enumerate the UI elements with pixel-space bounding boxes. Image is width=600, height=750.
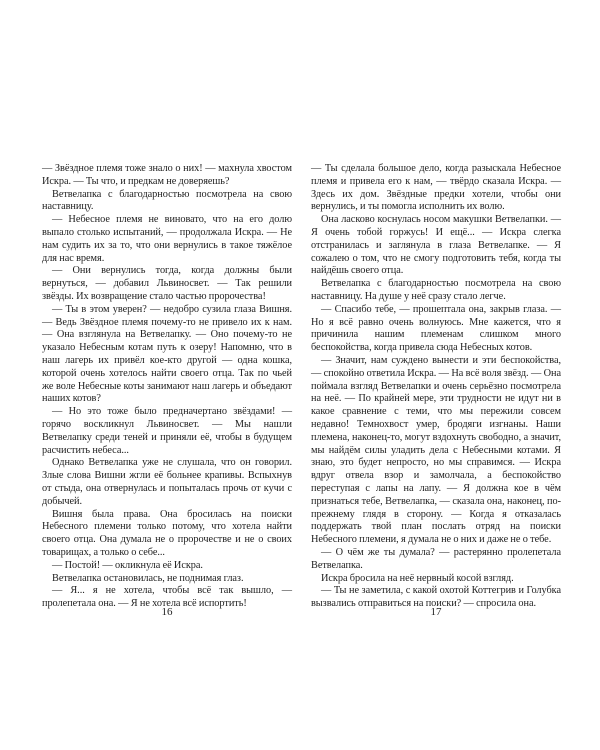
paragraph: Искра бросила на неё нервный косой взгляд. [321, 572, 514, 584]
paragraph: — Значит, нам суждено вынести и эти беспокойства, — спокойно ответила Искра. — На всё воля звёзд. — Она поймала взгляд Ветвелапки и очень серьёзно посмотрела на неё. — По крайней мере, эти трудности не идут ни в какое сравнение с теми, что мы пережили совсем недавно! Темнохвост умер, бродяги изгнаны. Наши племена, наконец-то, могут вздохнуть свободно, а значит, мы найдём силы уладить дела с Небесными котами. Я знаю, это будет непросто, но мы справимся. — Искра вдруг отвела взор и замолчала, а беспокойство переступая с лапы на лапу. — Я должна кое в чём признаться тебе, Ветвелапка, — сказала она, наконец, по-прежнему глядя в сторону. — Когда я отказалась поддержать твой план послать отряд на поиски Небесного племени, я думала не о них и даже не о тебе. [311, 354, 561, 546]
paragraph: Ветвелапка остановилась, не поднимая глаз. [52, 572, 244, 584]
paragraph: Вишня была права. Она бросилась на поиски Небесного племени только потому, что хотела найти своего отца. Она думала не о пророчестве и не о своих товарищах, а только о себе... [42, 508, 292, 558]
paragraph: — Небесное племя не виновато, что на его долю выпало столько испытаний, — продолжала Искра. — Не нам судить их за то, что они вернулись в такое тяжёлое для нас время. [42, 214, 292, 264]
page-number-right: 17 [430, 606, 442, 618]
paragraph: — О чём же ты думала? — растерянно пролепетала Ветвелапка. [311, 546, 561, 571]
paragraph: — Они вернулись тогда, когда должны были вернуться, — добавил Львиносвет. — Так решили звёзды. Их возвращение стало частью пророчества! [42, 265, 292, 302]
paragraph: — Звёздное племя тоже знало о них! — махнула хвостом Искра. — Ты что, и предкам не доверяешь? [42, 163, 292, 187]
paragraph: — Спасибо тебе, — прошептала она, закрыв глаза. — Но я всё равно очень волнуюсь. Мне кажется, что я причинила нашим племенам слишком много беспокойства, когда привела сюда Небесных котов. [311, 303, 561, 354]
paragraph: — Ты сделала большое дело, когда разыскала Небесное племя и привела его к нам, — твёрдо сказала Искра. — Здесь их дом. Звёздные предки хотели, чтобы они вернулись, и ты помогла исполнить их волю. [311, 163, 561, 213]
right-page-text [311, 163, 561, 611]
paragraph: Ветвелапка с благодарностью посмотрела на свою наставницу. [42, 188, 292, 213]
left-page-text [42, 163, 292, 611]
paragraph: — Я... я не хотела, чтобы всё так вышло, — пролепетала она. — Я не хотела всё испортить! [42, 585, 292, 610]
paragraph: Однако Ветвелапка уже не слушала, что он говорил. Злые слова Вишни жгли её больнее крапивы. Вспыхнув от стыда, она отвернулась и попыталась прочь от кучи с добычей. [42, 457, 292, 507]
paragraph: — Но это тоже было предначертано звёздами! — горячо воскликнул Львиносвет. — Мы нашли Ветвелапку среди теней и приняли её, чтобы в будущем расчистить небеса... [42, 406, 292, 456]
paragraph: — Ты не заметила, с какой охотой Коттегрив и Голубка вызвались отправиться на поиски? — спросила она. [311, 585, 561, 610]
paragraph: Ветвелапка с благодарностью посмотрела на свою наставницу. На душе у неё сразу стало легче. [311, 278, 561, 302]
paragraph: Она ласково коснулась носом макушки Ветвелапки. — Я очень тобой горжусь! И ещё... — Искра слегка отстранилась и заглянула в глаза Ветвелапке. — Я сожалею о том, что не смогу подготовить тебя, когда ты найдёшь своего отца. [311, 214, 561, 277]
paragraph: — Ты в этом уверен? — недобро сузила глаза Вишня. — Ведь Звёздное племя почему-то не привело их к нам. — Она взглянула на Ветвелапку. — Оно почему-то не указало Небесным котам путь к озеру! Напомню, что в наш лагерь их привёл кое-кто другой — одна кошка, которой очень хотелось найти своего отца. Так по чьей же воле Небесные коты занимают наш лагерь и объедают наших котов? [42, 303, 292, 405]
page-number-left: 16 [161, 606, 173, 618]
paragraph: — Постой! — окликнула её Искра. [52, 559, 203, 571]
